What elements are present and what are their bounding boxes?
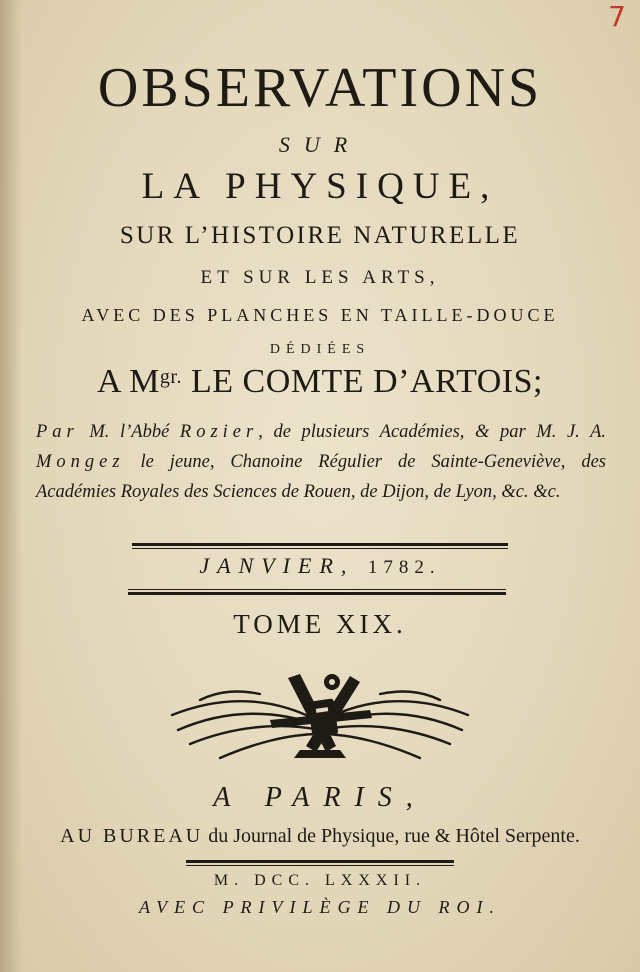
- issue-year: 1782.: [367, 557, 441, 578]
- folio-number: 7: [608, 0, 626, 33]
- journal-title: OBSERVATIONS: [97, 57, 543, 119]
- issue-date: [0, 553, 640, 579]
- vignette-ornament: [160, 660, 480, 765]
- author-mongez: Mongez: [36, 452, 125, 472]
- tome-number: TOME XIX.: [233, 609, 407, 639]
- imprint-year: M. DCC. LXXXII.: [213, 872, 427, 889]
- author-rozier: Rozier: [179, 422, 259, 442]
- title-arts: ET SUR LES ARTS,: [200, 267, 440, 288]
- title-histoire-naturelle: SUR L’HISTOIRE NATURELLE: [119, 222, 521, 249]
- authors-mongez-rest: le jeune, Chanoine Régulier de Sainte-Geneviève, des Académies Royales des Sciences de Rouen, de Dijon, de Lyon, &c. &c.: [36, 452, 606, 502]
- authors-paragraph: [36, 417, 606, 507]
- title-physique: LA PHYSIQUE,: [141, 166, 499, 207]
- imprint-bureau-caps: AU BUREAU: [60, 825, 204, 847]
- authors-par: Par: [36, 422, 79, 442]
- imprint-city: A PARIS,: [213, 782, 427, 813]
- divider-rule-thin: [128, 589, 506, 590]
- title-dediees: DÉDIÉES: [269, 342, 371, 357]
- title-sur: SUR: [278, 132, 362, 157]
- dedication-name: LE COMTE D’ARTOIS;: [181, 363, 543, 400]
- imprint-bureau-address: du Journal de Physique, rue & Hôtel Serpente.: [203, 825, 580, 847]
- authors-rozier-rest: , de plusieurs Académies, & par M. J. A.: [258, 422, 606, 442]
- divider-rule-thin: [132, 548, 508, 549]
- divider-rule-thick: [128, 592, 506, 595]
- authors-abbe: M. l’Abbé: [78, 422, 180, 442]
- divider-rule-thin: [186, 865, 454, 866]
- title-planches: AVEC DES PLANCHES EN TAILLE-DOUCE: [81, 305, 559, 325]
- imprint-privilege: AVEC PRIVILÈGE DU ROI.: [138, 897, 502, 917]
- divider-rule-thick: [132, 543, 508, 546]
- dedication-prefix: A M: [97, 363, 160, 400]
- dedication-superscript: gr.: [159, 366, 182, 388]
- divider-rule-thick: [186, 860, 454, 863]
- dedication-line: [0, 363, 640, 401]
- imprint-bureau: [0, 825, 640, 848]
- issue-month: JANVIER,: [199, 553, 355, 578]
